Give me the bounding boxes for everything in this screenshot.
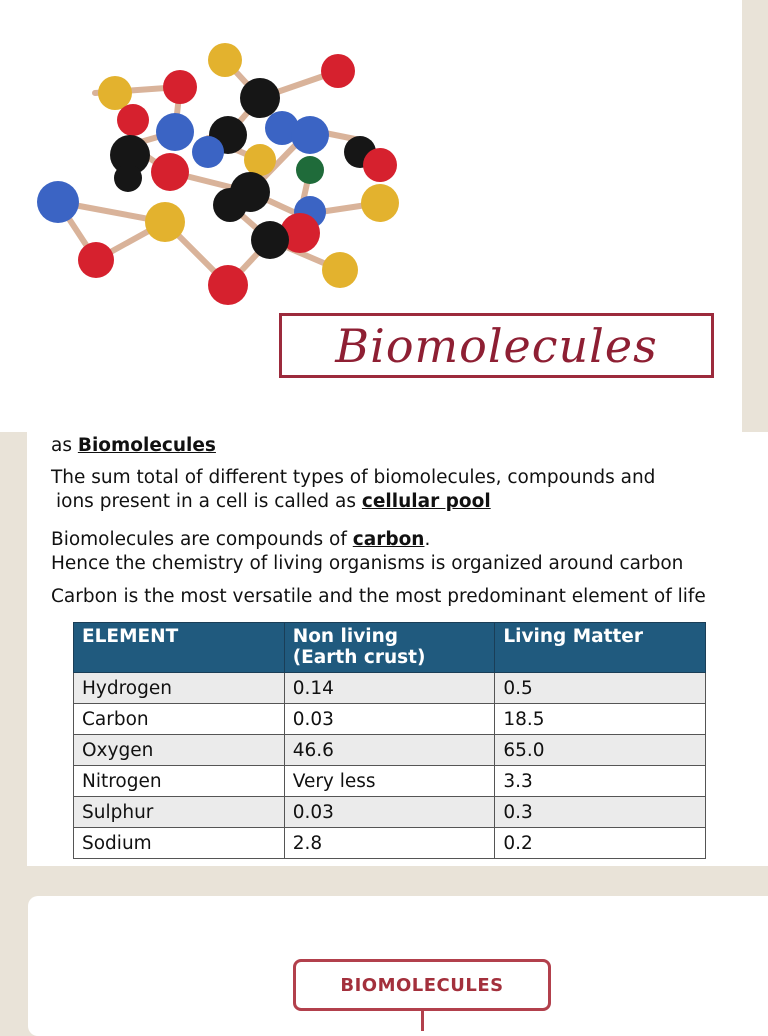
header-non-living: Non living (Earth crust)	[284, 623, 495, 673]
table-cell: 0.3	[495, 797, 706, 828]
table-cell: 65.0	[495, 735, 706, 766]
term-biomolecules: Biomolecules	[77, 435, 216, 456]
line1-prefix: as	[51, 435, 78, 456]
table-cell: Oxygen	[74, 735, 285, 766]
table-cell: 0.5	[495, 673, 706, 704]
table-cell: Nitrogen	[74, 766, 285, 797]
biomolecules-box: BIOMOLECULES	[293, 959, 551, 1011]
slide-title: Biomolecules	[335, 318, 658, 373]
table-cell: 2.8	[284, 828, 495, 859]
table-cell: 46.6	[284, 735, 495, 766]
table-row	[74, 673, 706, 704]
table-cell: Very less	[284, 766, 495, 797]
header-element: ELEMENT	[74, 623, 285, 673]
definition-line-2: The sum total of different types of biomolecules, compounds and	[51, 467, 656, 488]
line3-prefix: ions present in a cell is called as	[56, 491, 362, 512]
table-cell: 0.14	[284, 673, 495, 704]
table-row	[74, 766, 706, 797]
line4-suffix: .	[424, 529, 431, 550]
element-composition-table	[73, 622, 706, 859]
table-row	[74, 735, 706, 766]
table-cell: 18.5	[495, 704, 706, 735]
table-cell: 3.3	[495, 766, 706, 797]
table-row	[74, 797, 706, 828]
table-cell: 0.03	[284, 797, 495, 828]
connector-line	[421, 1011, 424, 1031]
term-carbon: carbon	[352, 529, 425, 550]
table-cell: 0.2	[495, 828, 706, 859]
title-box	[279, 313, 714, 378]
slide-biomolecules-title	[0, 0, 742, 432]
definition-line-1	[51, 435, 216, 456]
molecule-model-image	[20, 30, 430, 320]
table-cell: Carbon	[74, 704, 285, 735]
slide-biomolecules-diagram	[28, 896, 768, 1036]
definition-line-4	[51, 529, 430, 550]
table-cell: Sulphur	[74, 797, 285, 828]
definition-line-6: Carbon is the most versatile and the most predominant element of life	[51, 586, 706, 607]
slide-biomolecules-definition	[27, 432, 768, 866]
table-row	[74, 704, 706, 735]
definition-line-5: Hence the chemistry of living organisms is organized around carbon	[51, 553, 684, 574]
definition-line-3	[56, 491, 491, 512]
table-row	[74, 828, 706, 859]
term-cellular-pool: cellular pool	[361, 491, 491, 512]
table-cell: 0.03	[284, 704, 495, 735]
line4-prefix: Biomolecules are compounds of	[51, 529, 353, 550]
table-header-row	[74, 623, 706, 673]
table-cell: Sodium	[74, 828, 285, 859]
header-living-matter: Living Matter	[495, 623, 706, 673]
table-cell: Hydrogen	[74, 673, 285, 704]
